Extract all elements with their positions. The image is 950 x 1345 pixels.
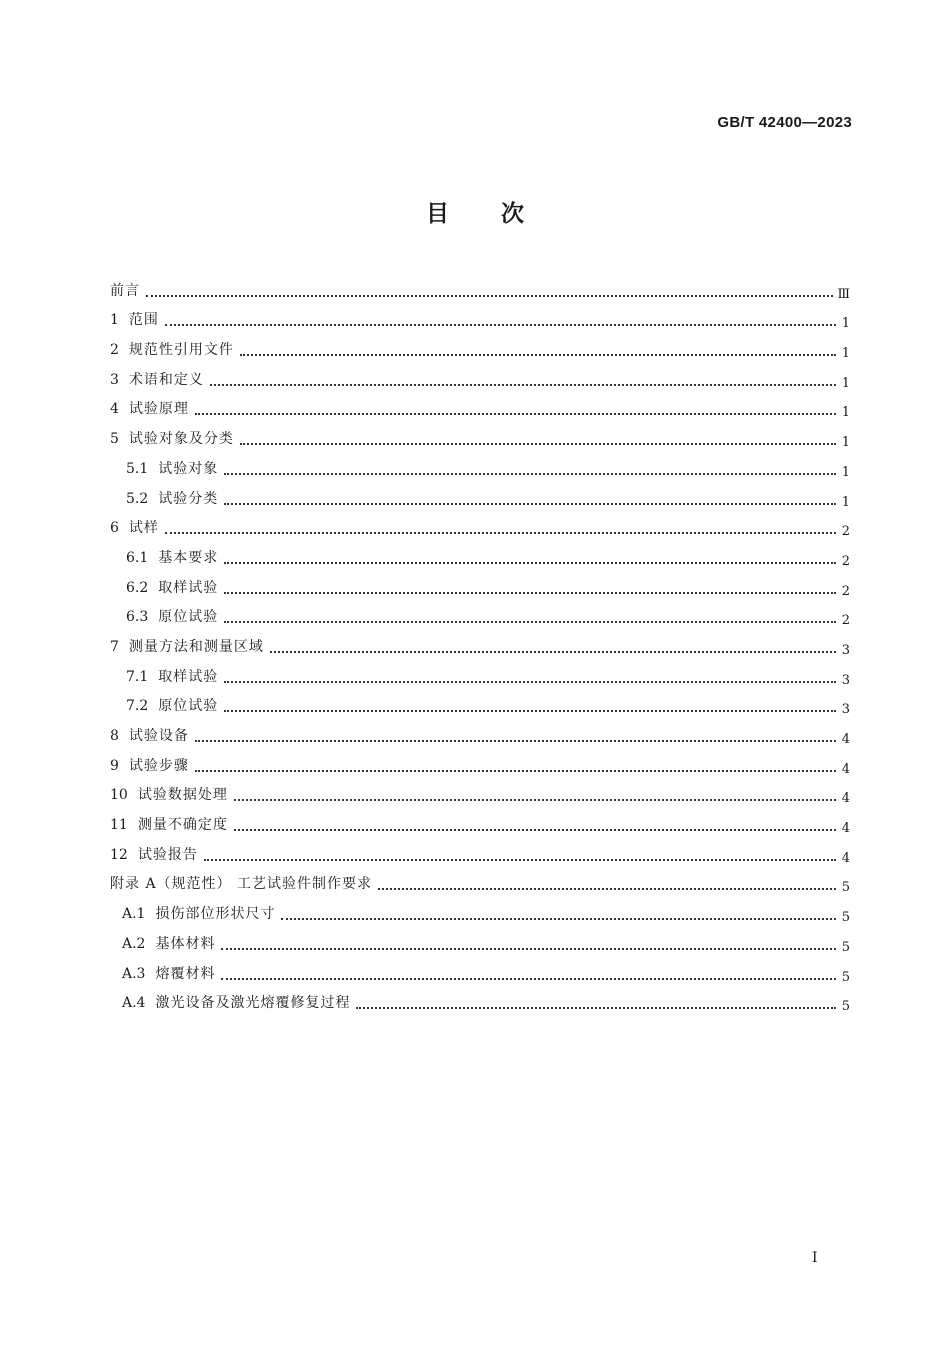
toc-entry-label: 基本要求 <box>158 549 219 566</box>
toc-dot-leader <box>281 918 836 920</box>
toc-entry-label: 损伤部位形状尺寸 <box>155 906 276 923</box>
toc-entry-number: 8 <box>110 728 119 744</box>
toc-entry-label: 取样试验 <box>158 579 219 596</box>
toc-entry-label: 试验分类 <box>158 490 219 507</box>
toc-entry-label: 试验步骤 <box>128 757 189 774</box>
toc-entry-label: 试验对象 <box>158 460 219 477</box>
toc-entry-number: 6.1 <box>126 549 149 566</box>
toc-entry-page: 1 <box>841 346 850 362</box>
footer-page-number: I <box>812 1250 818 1266</box>
toc-entry-label: 范围 <box>128 312 159 329</box>
toc-entry[interactable] <box>110 804 850 837</box>
toc-entry-label: 试验设备 <box>128 728 189 744</box>
toc-entry[interactable] <box>110 656 850 686</box>
toc-entry-number: 11 <box>110 817 128 834</box>
toc-entry-page: 4 <box>841 791 850 807</box>
toc-entry[interactable] <box>110 418 850 451</box>
toc-entry-label: 测量方法和测量区域 <box>128 638 264 655</box>
toc-entry-page: 5 <box>841 969 850 985</box>
toc-entry[interactable] <box>110 389 850 419</box>
toc-entry-page: 1 <box>841 375 850 391</box>
toc-entry[interactable] <box>110 597 850 627</box>
toc-dot-leader <box>195 740 836 742</box>
toc-entry[interactable] <box>110 508 850 538</box>
toc-entry[interactable] <box>110 893 850 926</box>
toc-dot-leader <box>210 384 836 386</box>
toc-dot-leader <box>224 562 836 564</box>
toc-entry-page: 5 <box>841 939 850 955</box>
toc-entry[interactable] <box>110 745 850 775</box>
toc-entry-label: 取样试验 <box>158 668 219 685</box>
toc-entry-page: 1 <box>841 494 850 510</box>
toc-entry-label: 附录 A（规范性） 工艺试验件制作要求 <box>110 876 373 893</box>
toc-dot-leader <box>146 295 833 297</box>
toc-entry-label: 原位试验 <box>158 698 219 715</box>
toc-entry[interactable] <box>110 983 850 1013</box>
toc-entry[interactable] <box>110 478 850 508</box>
toc-dot-leader <box>165 532 836 534</box>
toc-entry[interactable] <box>110 329 850 362</box>
toc-entry-page: 3 <box>841 702 850 718</box>
toc-entry[interactable] <box>110 626 850 656</box>
toc-entry-page: 5 <box>841 910 850 926</box>
toc-entry-label: 试验对象及分类 <box>128 431 234 448</box>
toc-entry-page: 5 <box>841 880 850 896</box>
toc-dot-leader <box>234 829 836 831</box>
toc-entry-page: 4 <box>841 732 850 747</box>
toc-entry-label: 基体材料 <box>155 935 216 952</box>
toc-entry[interactable] <box>110 448 850 478</box>
toc-entry-label: 激光设备及激光熔覆修复过程 <box>155 995 351 1012</box>
toc-entry-page: 1 <box>841 435 850 451</box>
toc-entry-number: 6.3 <box>126 609 149 626</box>
toc-entry-label: 前言 <box>110 282 140 299</box>
toc-entry-page: 1 <box>841 464 850 480</box>
toc-entry-number: 5.1 <box>126 460 149 477</box>
toc-dot-leader <box>240 354 836 356</box>
toc-entry-page: 3 <box>841 642 850 658</box>
toc-entry-number: 6.2 <box>126 579 149 596</box>
toc-entry-page: 1 <box>841 405 850 421</box>
toc-entry-label: 试验报告 <box>137 846 198 863</box>
toc-entry-page: Ⅲ <box>837 286 850 302</box>
toc-entry-page: 2 <box>841 583 850 599</box>
toc-entry[interactable] <box>110 686 850 716</box>
toc-entry-number: 12 <box>110 846 128 863</box>
toc-entry-label: 试验数据处理 <box>137 787 228 804</box>
toc-dot-leader <box>224 592 836 594</box>
toc-entry-label: 测量不确定度 <box>137 817 228 834</box>
toc-entry-number: A.3 <box>122 965 146 982</box>
toc-entry-page: 1 <box>841 316 850 332</box>
toc-entry-label: 试样 <box>128 520 159 537</box>
toc-entry-page: 4 <box>841 821 850 837</box>
toc-dot-leader <box>195 770 836 772</box>
toc-entry[interactable] <box>110 715 850 745</box>
toc-entry-label: 原位试验 <box>158 609 219 626</box>
toc-dot-leader <box>378 888 836 890</box>
toc-dot-leader <box>224 681 836 683</box>
toc-entry-label: 规范性引用文件 <box>128 342 234 359</box>
toc-entry-page: 2 <box>841 613 850 629</box>
toc-entry-number: 7.2 <box>126 698 149 715</box>
toc-entry-page: 2 <box>841 553 850 569</box>
toc-entry[interactable] <box>110 834 850 864</box>
toc-dot-leader <box>224 710 836 712</box>
toc-dot-leader <box>165 324 836 326</box>
toc-entry-number: 7 <box>110 638 119 655</box>
toc-entry[interactable] <box>110 864 850 894</box>
toc-entry[interactable] <box>110 567 850 597</box>
toc-entry-label: 熔覆材料 <box>155 965 216 982</box>
toc-entry[interactable] <box>110 923 850 953</box>
page-title: 目次 <box>426 201 576 227</box>
toc-entry-number: 2 <box>110 342 119 359</box>
toc-entry[interactable] <box>110 300 850 330</box>
toc-entry-number: 4 <box>110 401 119 418</box>
toc-dot-leader <box>224 621 836 623</box>
toc-entry-number: 9 <box>110 757 119 774</box>
standard-number: GB/T 42400—2023 <box>717 114 852 131</box>
toc-entry-number: 1 <box>110 312 119 329</box>
toc-dot-leader <box>224 473 836 475</box>
toc-entry[interactable] <box>110 270 850 300</box>
toc-dot-leader <box>240 443 836 445</box>
toc-entry-number: 7.1 <box>126 668 149 685</box>
toc-dot-leader <box>204 859 836 861</box>
toc-dot-leader <box>224 503 836 505</box>
toc-entry[interactable] <box>110 775 850 805</box>
toc-entry-number: A.1 <box>122 906 146 923</box>
toc-entry-page: 3 <box>841 672 850 688</box>
toc-dot-leader <box>221 978 836 980</box>
toc-entry-page: 4 <box>841 850 850 866</box>
toc-entry[interactable] <box>110 537 850 567</box>
toc-entry-number: 6 <box>110 520 119 537</box>
toc-dot-leader <box>221 948 836 950</box>
toc-entry-number: 5 <box>110 431 119 448</box>
toc-entry-number: 10 <box>110 787 128 804</box>
toc-dot-leader <box>356 1007 836 1009</box>
toc-entry-number: A.4 <box>122 995 146 1012</box>
toc-entry-number: 5.2 <box>126 490 149 507</box>
toc-entry-page: 2 <box>841 524 850 540</box>
toc-entry-label: 试验原理 <box>128 401 189 418</box>
toc-entry[interactable] <box>110 953 850 983</box>
toc-entry-page: 5 <box>841 999 850 1015</box>
toc-entry-page: 4 <box>841 761 850 777</box>
toc-dot-leader <box>195 413 836 415</box>
toc-entry-number: 3 <box>110 371 119 388</box>
toc-entry-label: 术语和定义 <box>128 371 204 388</box>
table-of-contents <box>110 270 850 1015</box>
toc-entry[interactable] <box>110 359 850 389</box>
toc-dot-leader <box>234 799 836 801</box>
toc-entry-number: A.2 <box>122 935 146 952</box>
toc-dot-leader <box>270 651 836 653</box>
